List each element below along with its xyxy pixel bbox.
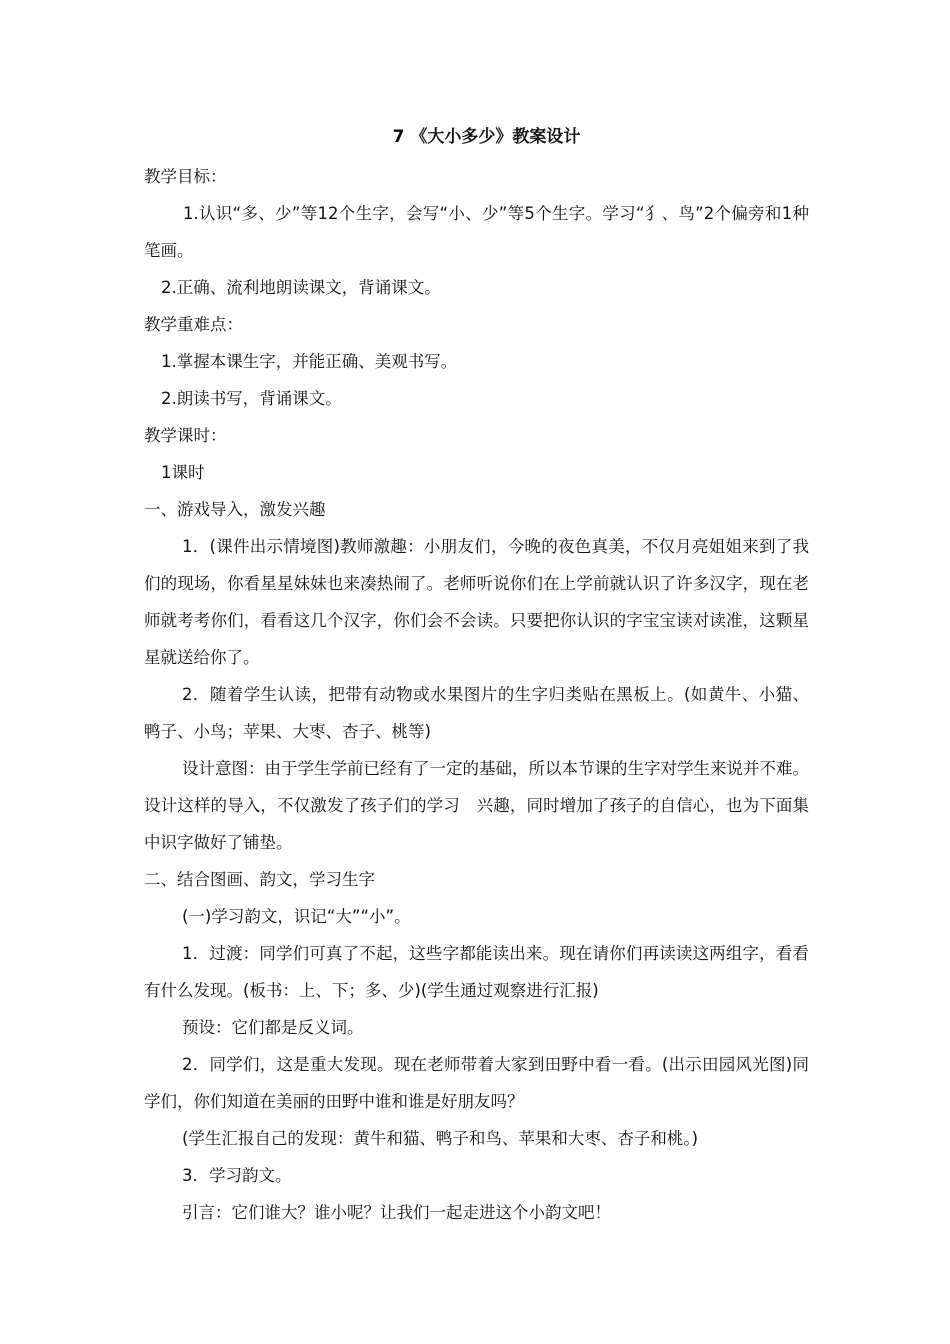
paragraph-teaching-goals-heading: 教学目标：	[144, 167, 227, 186]
paragraph-goal-2: 2.正确、流利地朗读课文，背诵课文。	[161, 278, 441, 297]
paragraph-section-2-step-3: 3．学习韵文。	[182, 1166, 292, 1185]
paragraph-design-intent: 设计意图：由于学生学前已经有了一定的基础，所以本节课的生字对学生来说并不难。设计这样的导入，不仅激发了孩子们的学习 兴趣，同时增加了孩子的自信心，也为下面集中识字做好了铺垫。	[144, 759, 809, 852]
document-body	[144, 124, 809, 1231]
paragraph-section-1-step-1: 1．(课件出示情境图)教师激趣：小朋友们，今晚的夜色真美，不仅月亮姐姐来到了我们的现场，你看星星妹妹也来凑热闹了。老师听说你们在上学前就认识了许多汉字，现在老师就考考你们，看看这几个汉字，你们会不会读。只要把你认识的字宝宝读对读准，这颗星星就送给你了。	[144, 537, 809, 667]
paragraph-introduction: 引言：它们谁大？谁小呢？让我们一起走进这个小韵文吧！	[182, 1203, 611, 1222]
paragraph-section-2-heading: 二、结合图画、韵文，学习生字	[144, 870, 375, 889]
document-title: 7 《大小多少》教案设计	[392, 127, 581, 147]
paragraph-goal-1: 1.认识“多、少”等12个生字，会写“小、少”等5个生字。学习“犭、鸟”2个偏旁和1种笔画。	[144, 204, 809, 260]
paragraph-key-point-1: 1.掌握本课生字，并能正确、美观书写。	[161, 352, 458, 371]
paragraph-student-report: (学生汇报自己的发现：黄牛和猫、鸭子和鸟、苹果和大枣、杏子和桃。)	[182, 1129, 699, 1148]
paragraph-key-points-heading: 教学重难点：	[144, 315, 243, 334]
paragraph-preset: 预设：它们都是反义词。	[182, 1018, 364, 1037]
paragraph-section-2-step-2: 2．同学们，这是重大发现。现在老师带着大家到田野中看一看。(出示田园风光图)同学们，你们知道在美丽的田野中谁和谁是好朋友吗？	[144, 1055, 809, 1111]
paragraph-section-2-step-1: 1．过渡：同学们可真了不起，这些字都能读出来。现在请你们再读读这两组字，看看有什么发现。(板书：上、下；多、少)(学生通过观察进行汇报)	[144, 944, 809, 1000]
paragraph-class-hours-heading: 教学课时：	[144, 426, 227, 445]
paragraph-key-point-2: 2.朗读书写，背诵课文。	[161, 389, 342, 408]
paragraph-section-1-step-2: 2．随着学生认读，把带有动物或水果图片的生字归类贴在黑板上。(如黄牛、小猫、鸭子、小鸟；苹果、大枣、杏子、桃等)	[144, 685, 809, 741]
paragraph-class-hours: 1课时	[161, 463, 205, 482]
paragraph-subsection-1: (一)学习韵文，识记“大”“小”。	[182, 907, 411, 926]
paragraph-section-1-heading: 一、游戏导入，激发兴趣	[144, 500, 326, 519]
